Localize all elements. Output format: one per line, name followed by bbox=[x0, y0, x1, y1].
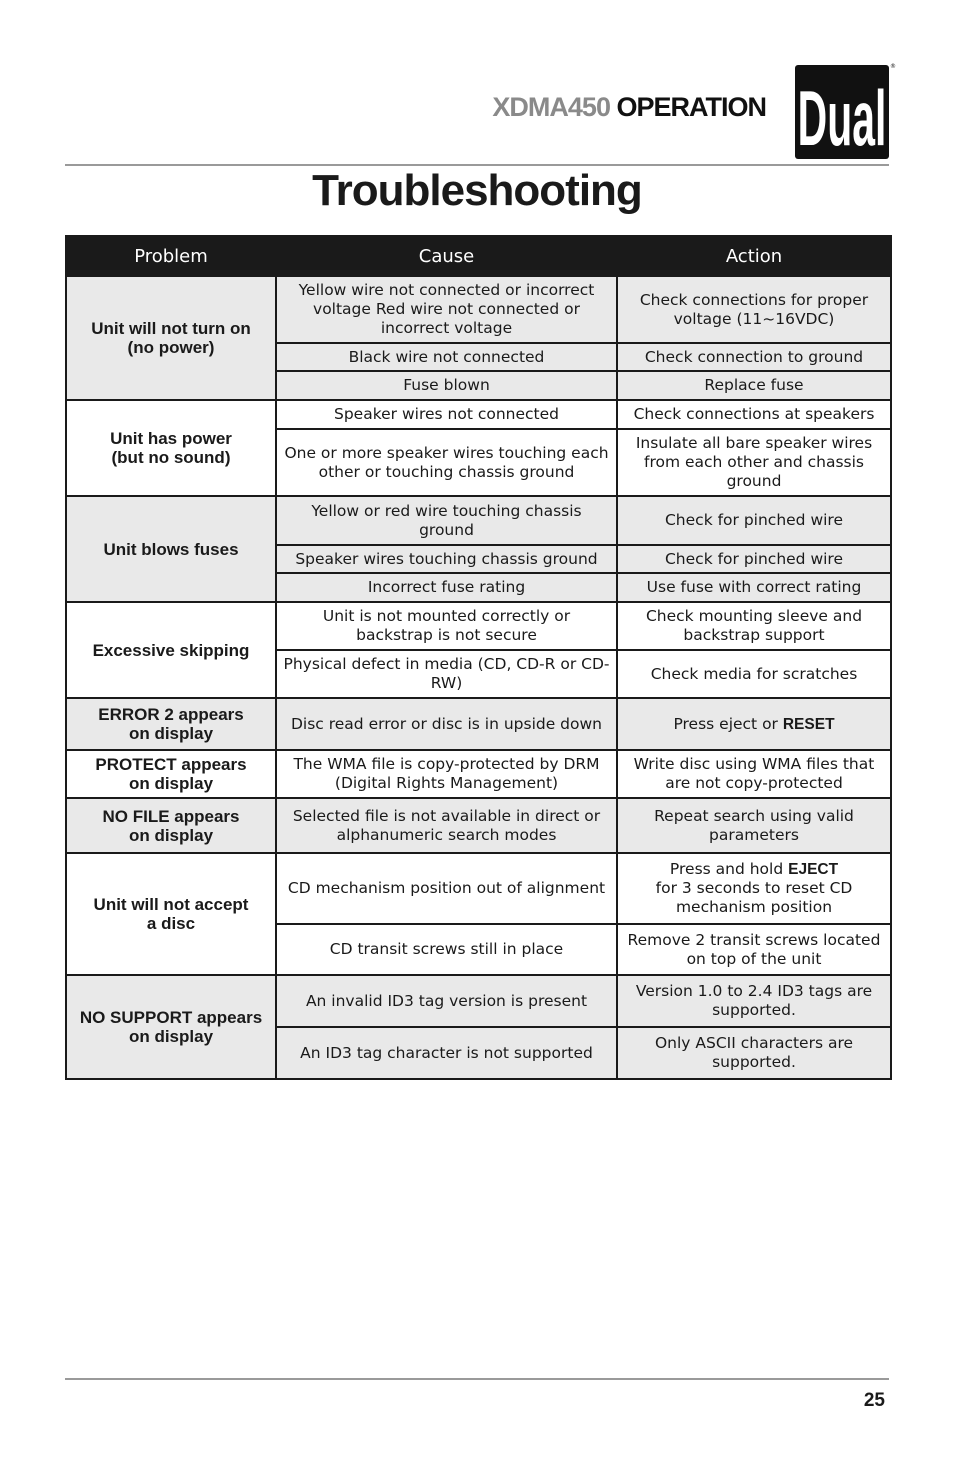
table-row bbox=[66, 276, 891, 343]
action-cell: Write disc using WMA files that are not copy-protected bbox=[617, 750, 891, 798]
table-row bbox=[66, 698, 891, 750]
cause-cell: CD transit screws still in place bbox=[276, 924, 617, 975]
problem-cell: NO SUPPORT appears on display bbox=[66, 975, 276, 1079]
table-row bbox=[66, 602, 891, 650]
action-cell: Replace fuse bbox=[617, 371, 891, 400]
problem-cell: Unit blows fuses bbox=[66, 496, 276, 602]
action-cell: Check media for scratches bbox=[617, 650, 891, 698]
cause-cell: Yellow wire not connected or incorrect voltage Red wire not connected or incorrect voltage bbox=[276, 276, 617, 343]
cause-cell: An invalid ID3 tag version is present bbox=[276, 975, 617, 1027]
action-cell: Check for pinched wire bbox=[617, 545, 891, 573]
table-row bbox=[66, 798, 891, 853]
action-text: for 3 seconds to reset CD mechanism position bbox=[655, 879, 853, 916]
action-cell: Remove 2 transit screws located on top of the unit bbox=[617, 924, 891, 975]
problem-cell: Unit has power (but no sound) bbox=[66, 400, 276, 496]
action-cell: Version 1.0 to 2.4 ID3 tags are supported. bbox=[617, 975, 891, 1027]
action-cell: Use fuse with correct rating bbox=[617, 573, 891, 602]
problem-cell: Excessive skipping bbox=[66, 602, 276, 698]
cause-cell: Physical defect in media (CD, CD-R or CD-RW) bbox=[276, 650, 617, 698]
cause-cell: Speaker wires touching chassis ground bbox=[276, 545, 617, 573]
header-action: Action bbox=[617, 236, 891, 276]
header-problem: Problem bbox=[66, 236, 276, 276]
cause-cell: One or more speaker wires touching each other or touching chassis ground bbox=[276, 429, 617, 496]
table-row bbox=[66, 853, 891, 924]
page-title: Troubleshooting bbox=[312, 166, 642, 215]
action-cell: Repeat search using valid parameters bbox=[617, 798, 891, 853]
header-cause: Cause bbox=[276, 236, 617, 276]
logo-text: Dual bbox=[797, 76, 887, 159]
footer-rule bbox=[65, 1378, 889, 1380]
action-keyword: RESET bbox=[782, 715, 835, 733]
cause-cell: Fuse blown bbox=[276, 371, 617, 400]
problem-cell: NO FILE appears on display bbox=[66, 798, 276, 853]
cause-cell: Selected file is not available in direct or alphanumeric search modes bbox=[276, 798, 617, 853]
problem-cell: PROTECT appears on display bbox=[66, 750, 276, 798]
table-row bbox=[66, 400, 891, 429]
action-cell: Check connection to ground bbox=[617, 343, 891, 371]
cause-cell: Yellow or red wire touching chassis ground bbox=[276, 496, 617, 545]
action-text: Press and hold bbox=[669, 860, 789, 878]
troubleshooting-table bbox=[65, 235, 892, 1080]
model-name: XDMA450 bbox=[492, 92, 610, 122]
cause-cell: Disc read error or disc is in upside down bbox=[276, 698, 617, 750]
action-cell bbox=[617, 698, 891, 750]
table-row bbox=[66, 975, 891, 1027]
cause-cell: The WMA file is copy-protected by DRM (Digital Rights Management) bbox=[276, 750, 617, 798]
page-number: 25 bbox=[863, 1390, 885, 1411]
problem-cell: Unit will not accept a disc bbox=[66, 853, 276, 975]
action-cell: Check connections for proper voltage (11~16VDC) bbox=[617, 276, 891, 343]
action-keyword: EJECT bbox=[788, 861, 839, 878]
cause-cell: Speaker wires not connected bbox=[276, 400, 617, 429]
problem-cell: ERROR 2 appears on display bbox=[66, 698, 276, 750]
action-cell: Insulate all bare speaker wires from each other and chassis ground bbox=[617, 429, 891, 496]
action-text: Press eject or bbox=[673, 714, 783, 733]
action-cell: Check connections at speakers bbox=[617, 400, 891, 429]
problem-cell: Unit will not turn on (no power) bbox=[66, 276, 276, 400]
table-row bbox=[66, 750, 891, 798]
cause-cell: CD mechanism position out of alignment bbox=[276, 853, 617, 924]
action-cell: Check for pinched wire bbox=[617, 496, 891, 545]
registered-mark: ® bbox=[890, 63, 896, 70]
action-cell: Only ASCII characters are supported. bbox=[617, 1027, 891, 1079]
cause-cell: An ID3 tag character is not supported bbox=[276, 1027, 617, 1079]
table-row bbox=[66, 496, 891, 545]
cause-cell: Unit is not mounted correctly or backstrap is not secure bbox=[276, 602, 617, 650]
cause-cell: Black wire not connected bbox=[276, 343, 617, 371]
action-cell bbox=[617, 853, 891, 924]
table-header-row bbox=[66, 236, 891, 276]
section-header bbox=[492, 92, 766, 123]
cause-cell: Incorrect fuse rating bbox=[276, 573, 617, 602]
action-cell: Check mounting sleeve and backstrap support bbox=[617, 602, 891, 650]
dual-logo bbox=[795, 65, 889, 159]
section-name: OPERATION bbox=[616, 92, 766, 122]
